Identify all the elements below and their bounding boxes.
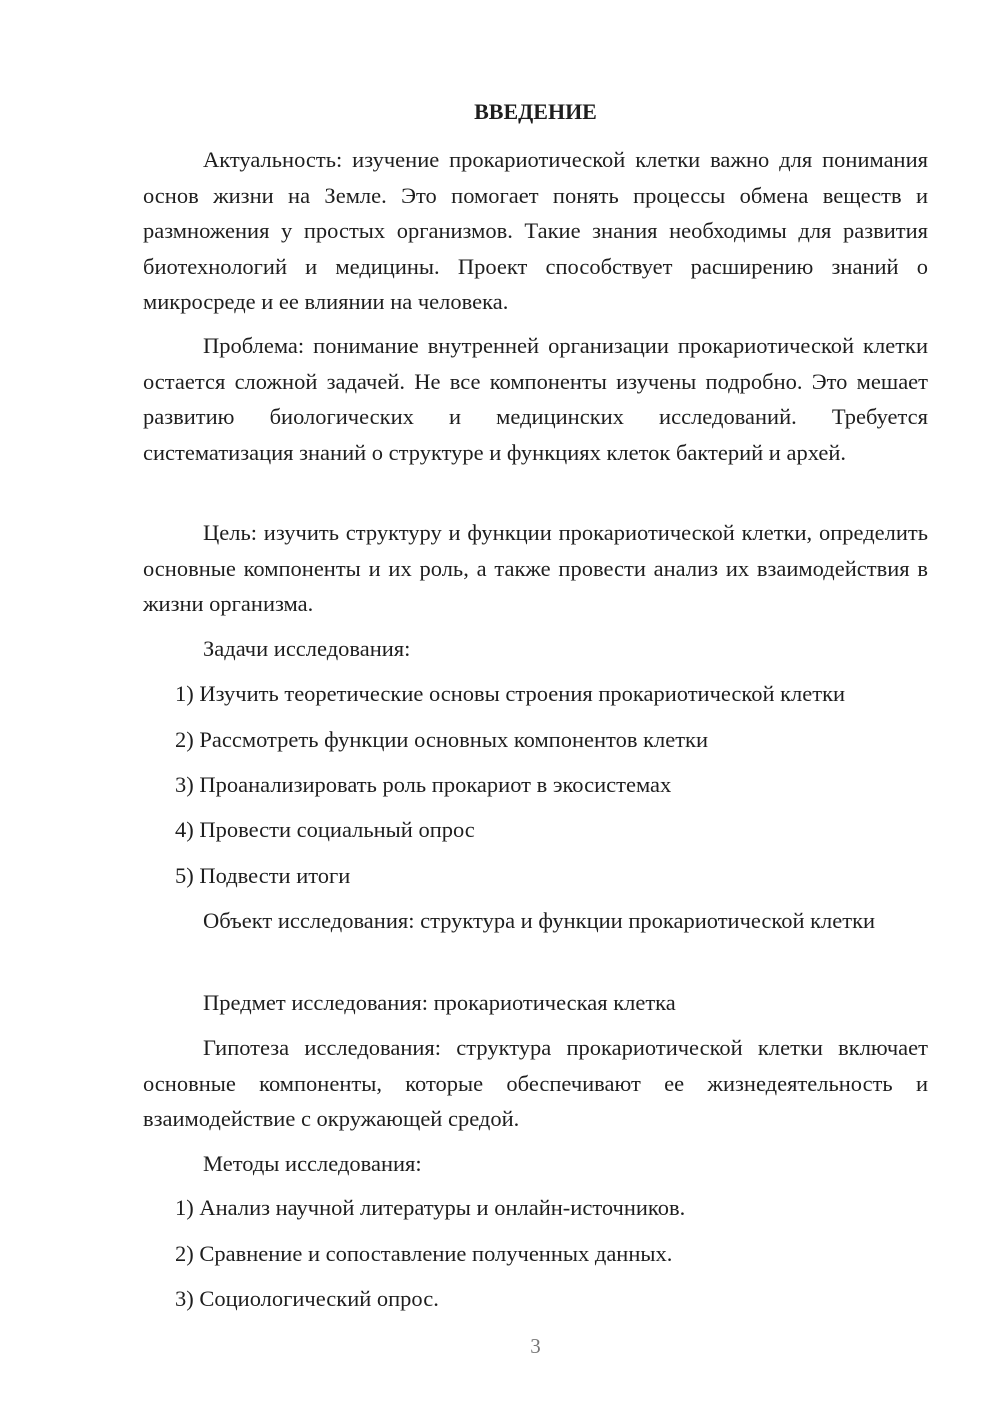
goal-paragraph: Цель: изучить структуру и функции прокариотической клетки, определить основные компоненты и их роль, а также провести анализ их взаимодействия в жизни организма. (143, 520, 928, 616)
method-item: 2) Сравнение и сопоставление полученных данных. (175, 1241, 673, 1266)
method-item: 1) Анализ научной литературы и онлайн-источников. (175, 1195, 686, 1220)
task-item: 4) Провести социальный опрос (175, 817, 475, 842)
subject-paragraph: Предмет исследования: прокариотическая клетка (203, 990, 676, 1015)
page-number: 3 (530, 1334, 541, 1358)
task-item: 5) Подвести итоги (175, 863, 351, 888)
object-paragraph: Объект исследования: структура и функции прокариотической клетки (203, 908, 876, 933)
page-title: ВВЕДЕНИЕ (474, 99, 597, 124)
method-item: 3) Социологический опрос. (175, 1286, 439, 1311)
problem-paragraph: Проблема: понимание внутренней организации прокариотической клетки остается сложной задачей. Не все компоненты изучены подробно. Это мешает развитию биологических и медицинских исследований. Требуется систематизация знаний о структуре и функциях клеток бактерий и архей. (143, 333, 928, 465)
methods-heading: Методы исследования: (203, 1151, 422, 1176)
task-item: 2) Рассмотреть функции основных компонентов клетки (175, 727, 709, 752)
task-item: 3) Проанализировать роль прокариот в экосистемах (175, 772, 672, 797)
tasks-heading: Задачи исследования: (203, 636, 411, 661)
relevance-paragraph: Актуальность: изучение прокариотической клетки важно для понимания основ жизни на Земле. Это помогает понять процессы обмена веществ и размножения у простых организмов. Такие знания необходимы для развития биотехнологий и медицины. Проект способствует расширению знаний о микросреде и ее влиянии на человека. (143, 147, 928, 314)
task-item: 1) Изучить теоретические основы строения прокариотической клетки (175, 681, 846, 706)
hypothesis-paragraph: Гипотеза исследования: структура прокариотической клетки включает основные компоненты, которые обеспечивают ее жизнедеятельность и взаимодействие с окружающей средой. (143, 1035, 928, 1131)
